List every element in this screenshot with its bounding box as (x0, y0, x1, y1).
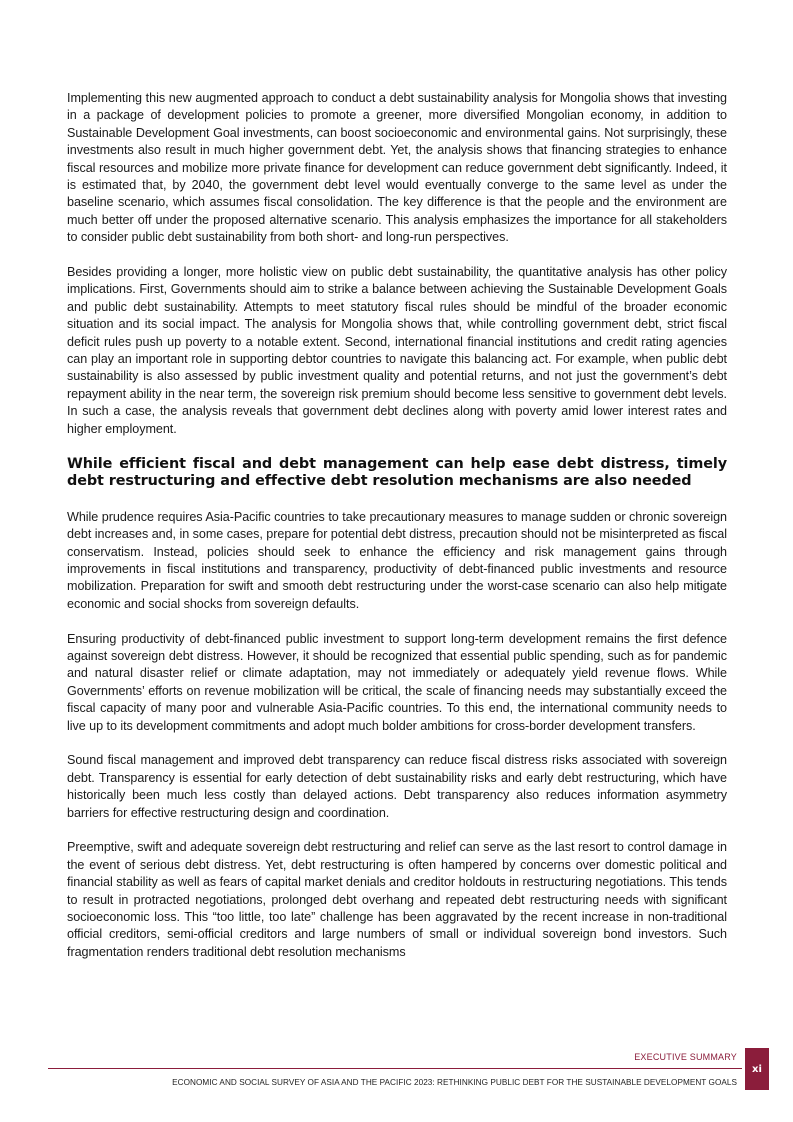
body-paragraph: Sound fiscal management and improved debt transparency can reduce fiscal distress risks associated with sovereign debt. Transparency is essential for early detection of debt sustainability risks and early debt restructuring, which have historically been much less costly than delayed actions. Debt transparency also reduces information asymmetry barriers for effective restructuring design and coordination. (67, 753, 727, 820)
document-body (67, 90, 727, 979)
footer-publication-title: ECONOMIC AND SOCIAL SURVEY OF ASIA AND THE PACIFIC 2023: RETHINKING PUBLIC DEBT FOR THE SUSTAINABLE DEVELOPMENT GOALS (172, 1078, 737, 1087)
body-paragraph: Besides providing a longer, more holistic view on public debt sustainability, the quantitative analysis has other policy implications. First, Governments should aim to strike a balance between achieving the Sustainable Development Goals and public debt sustainability. Attempts to meet statutory fiscal rules should be mindful of the broader economic situation and its social impact. The analysis for Mongolia shows that, while controlling government debt, strict fiscal deficit rules push up poverty to a notable extent. Second, international financial institutions and credit rating agencies can play an important role in supporting debtor countries to navigate this balancing act. For example, when public debt sustainability is also assessed by public investment quality and potential returns, and not just the government’s debt repayment ability in the near term, the sovereign risk premium should become less sensitive to government debt levels. In such a case, the analysis reveals that government debt declines along with poverty amid lower interest rates and higher employment. (67, 265, 727, 436)
page-number-tab (745, 1048, 769, 1090)
footer-section-label: EXECUTIVE SUMMARY (634, 1052, 737, 1062)
footer-divider (48, 1068, 742, 1069)
section-heading: While efficient fiscal and debt management can help ease debt distress, timely debt restructuring and effective debt resolution mechanisms are also needed (67, 455, 727, 490)
page-number: xi (752, 1063, 762, 1075)
body-paragraph: Implementing this new augmented approach to conduct a debt sustainability analysis for Mongolia shows that investing in a package of development policies to promote a greener, more diversified Mongolian economy, in addition to Sustainable Development Goal investments, can boost socioeconomic and environmental gains. Not surprisingly, these investments also result in much higher government debt. Yet, the analysis shows that financing strategies to enhance fiscal resources and mobilize more private finance for development can reduce government debt significantly. Indeed, it is estimated that, by 2040, the government debt level would eventually converge to the same level as under the baseline scenario, which assumes fiscal consolidation. The key difference is that the people and the environment are much better off under the proposed alternative scenario. This analysis emphasizes the importance for all stakeholders to consider public debt sustainability from both short- and long-run perspectives. (67, 91, 727, 245)
body-paragraph: Preemptive, swift and adequate sovereign debt restructuring and relief can serve as the last resort to control damage in the event of serious debt distress. Yet, debt restructuring is often hampered by concerns over domestic political and financial stability as well as fears of capital market denials and creditor holdouts in restructuring negotiations. This tends to result in protracted negotiations, prolonged debt overhang and repeated debt restructuring needs with significant socioeconomic loss. This “too little, too late” challenge has been aggravated by the recent increase in non-traditional official creditors, semi-official creditors and large numbers of small or individual sovereign bond investors. Such fragmentation renders traditional debt resolution mechanisms (67, 840, 727, 959)
body-paragraph: Ensuring productivity of debt-financed public investment to support long-term development remains the first defence against sovereign debt distress. However, it should be recognized that essential public spending, such as for pandemic and natural disaster relief or climate adaptation, may not immediately or adequately yield revenue flows. While Governments’ efforts on revenue mobilization will be critical, the scale of financing needs may substantially exceed the fiscal capacity of many poor and vulnerable Asia-Pacific countries. To this end, the international community needs to live up to its development commitments and adopt much bolder ambitions for cross-border development transfers. (67, 631, 727, 733)
body-paragraph: While prudence requires Asia-Pacific countries to take precautionary measures to manage sudden or chronic sovereign debt increases and, in some cases, prepare for potential debt distress, precaution should not be misinterpreted as fiscal conservatism. Instead, policies should seek to enhance the efficiency and risk management gains through improvements in fiscal institutions and transparency, productivity of debt-financed public investments and resource mobilization. Preparation for swift and smooth debt restructuring under the worst-case scenario can also help mitigate economic and social shocks from sovereign defaults. (67, 509, 727, 611)
